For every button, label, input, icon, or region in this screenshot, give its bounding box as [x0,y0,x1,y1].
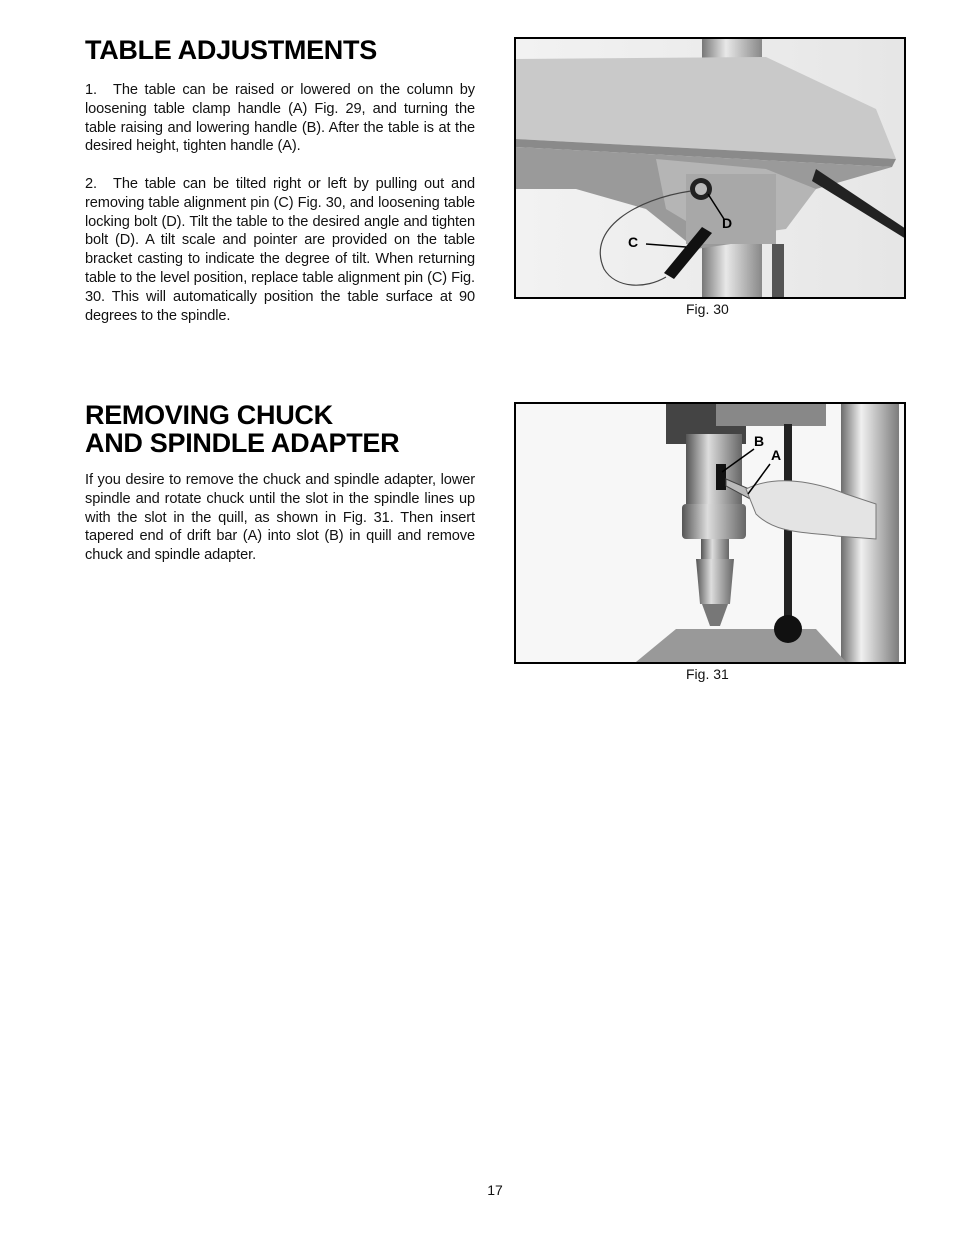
fig-30-label-d: D [722,215,733,231]
step-2-text: The table can be tilted right or left by pulling out and removing table alignment pin (C) Fig. 30, and loosening table locking bolt (D). Tilt the table to the desired angle and tighten bolt (D). A tilt scale and pointer are provided on the table bracket casting to indicate the degree of tilt. When returning table to the level position, replace table alignment pin (C) Fig. 30. This will automatically position the table surface at 90 degrees to the spindle. [85,176,475,324]
step-1-paragraph [85,81,475,156]
section-title-line-2: AND SPINDLE ADAPTER [85,428,400,458]
section-title-line-1: REMOVING CHUCK [85,400,333,430]
fig-31-label-a: A [771,447,782,463]
fig-31-illustration [516,404,904,662]
step-2-paragraph [85,175,475,325]
fig-30-label-c: C [628,234,639,250]
section-title-removing-chuck [85,401,399,457]
fig-31-caption: Fig. 31 [686,666,729,682]
step-2-number: 2. [85,176,97,192]
fig-31-photo [514,402,906,664]
fig-30-caption: Fig. 30 [686,301,729,317]
fig-30-illustration [516,39,904,297]
fig-30-photo [514,37,906,299]
removing-chuck-paragraph: If you desire to remove the chuck and spindle adapter, lower spindle and rotate chuck until the slot in the spindle lines up with the slot in the quill, as shown in Fig. 31. Then insert tapered end of drift bar (A) into slot (B) in quill and remove chuck and spindle adapter. [85,472,475,564]
page-number: 17 [487,1182,503,1198]
step-1-number: 1. [85,82,97,98]
fig-31-label-b: B [754,433,765,449]
section-title-table-adjustments: TABLE ADJUSTMENTS [85,35,377,65]
step-1-text: The table can be raised or lowered on the column by loosening table clamp handle (A) Fig. 29, and turning the table raising and lowering handle (B). After the table is at the desired height, tighten handle (A). [85,82,475,155]
